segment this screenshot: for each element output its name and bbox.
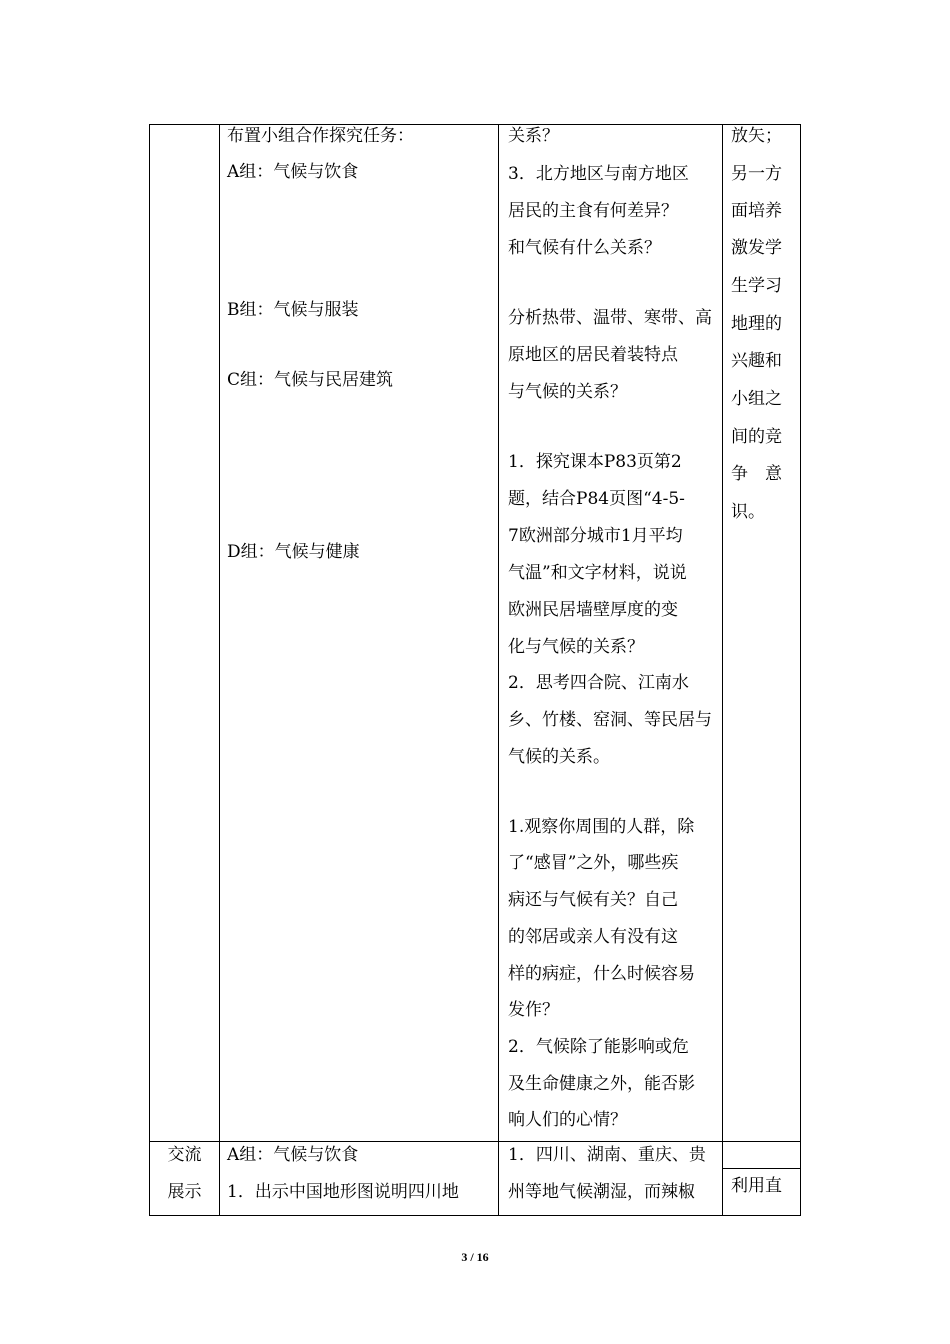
row2-col3-line: 1．四川、湖南、重庆、贵 (508, 1145, 706, 1165)
group-c-label: C组：气候与民居建筑 (227, 370, 394, 390)
col4-line: 兴趣和 (731, 351, 782, 371)
table-top-border (149, 124, 801, 125)
row-divider (149, 1141, 801, 1142)
col3-line: 和气候有什么关系？ (508, 238, 661, 258)
col3-line: 原地区的居民着装特点 (508, 345, 678, 365)
col3-line: 与气候的关系？ (508, 382, 627, 402)
row2-col1-line: 展示 (167, 1182, 202, 1202)
col3-line: 病还与气候有关？自己 (508, 890, 678, 910)
col4-line: 放矢； (731, 126, 782, 146)
col3-line: 题，结合P84页图“4-5- (508, 489, 685, 509)
col3-line: 化与气候的关系？ (508, 637, 644, 657)
col3-line: 分析热带、温带、寒带、高 (508, 308, 712, 328)
col4-line: 面培养 (731, 201, 782, 221)
col3-line: 居民的主食有何差异？ (508, 201, 678, 221)
col3-line: 样的病症，什么时候容易 (508, 964, 695, 984)
col3-line: 响人们的心情？ (508, 1110, 627, 1130)
col3-line: 发作？ (508, 1000, 559, 1020)
cell-divider-col4 (722, 1168, 801, 1169)
col3-line: 的邻居或亲人有没有这 (508, 927, 678, 947)
col3-line: 及生命健康之外，能否影 (508, 1074, 695, 1094)
col-border-2 (498, 124, 499, 1216)
col3-line: 7欧洲部分城市1月平均 (508, 526, 683, 546)
page-number: 3 / 16 (461, 1250, 489, 1264)
task-heading: 布置小组合作探究任务： (227, 126, 414, 146)
col4-line: 争 意 (731, 464, 782, 484)
col4-line: 间的竞 (731, 427, 782, 447)
col3-line: 3．北方地区与南方地区 (508, 164, 689, 184)
col3-line: 2．气候除了能影响或危 (508, 1037, 689, 1057)
col4-line: 生学习 (731, 276, 782, 296)
row2-col4-line: 利用直 (731, 1176, 782, 1196)
col4-line: 激发学 (731, 238, 782, 258)
group-b-label: B组：气候与服装 (227, 300, 359, 320)
col4-line: 识。 (731, 502, 765, 522)
row2-col3-line: 州等地气候潮湿，而辣椒 (508, 1182, 695, 1202)
group-a-label: A组：气候与饮食 (227, 162, 359, 182)
col-border-right (800, 124, 801, 1216)
col3-line: 关系？ (508, 126, 559, 146)
col3-line: 1.观察你周围的人群，除 (508, 817, 695, 837)
group-d-label: D组：气候与健康 (227, 542, 360, 562)
col-border-left (149, 124, 150, 1216)
col4-line: 另一方 (731, 164, 782, 184)
table-bottom-border (149, 1215, 801, 1216)
col-border-3 (722, 124, 723, 1216)
col4-line: 地理的 (731, 314, 782, 334)
col3-line: 欧洲民居墙壁厚度的变 (508, 600, 678, 620)
col4-line: 小组之 (731, 389, 782, 409)
col-border-1 (219, 124, 220, 1216)
col3-line: 1．探究课本P83页第2 (508, 452, 682, 472)
row2-col2-line: A组：气候与饮食 (227, 1145, 359, 1165)
col3-line: 乡、竹楼、窑洞、等民居与 (508, 710, 712, 730)
row2-col2-line: 1．出示中国地形图说明四川地 (227, 1182, 459, 1202)
col3-line: 2．思考四合院、江南水 (508, 673, 689, 693)
col3-line: 气温”和文字材料，说说 (508, 563, 687, 583)
row2-col1-line: 交流 (167, 1145, 202, 1165)
col3-line: 气候的关系。 (508, 747, 610, 767)
col3-line: 了“感冒”之外，哪些疾 (508, 853, 679, 873)
